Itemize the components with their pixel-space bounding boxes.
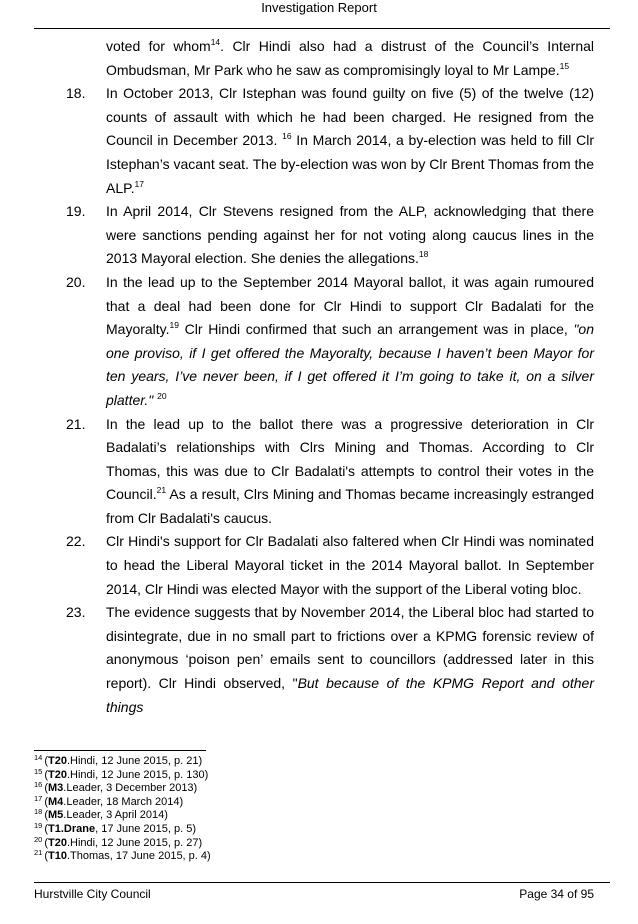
footnote-ref: 17 <box>134 178 145 189</box>
numbered-paragraph <box>66 271 594 413</box>
footnote: $^{17}$ (M4.Leader, 18 March 2014) <box>34 793 184 808</box>
numbered-paragraph <box>66 530 594 601</box>
paragraph-text: The evidence suggests that by November 2014, the Liberal bloc had started to disintegrate, due in no small part to frictions over a KPMG forensic review of anonymous ‘poison pen’ emails sent to councillors (addressed later in this report). Clr Hindi observed, " <box>106 604 594 692</box>
footnote: $^{20}$ (T20.Hindi, 12 June 2015, p. 27) <box>34 834 203 849</box>
footnote-number: 14 <box>34 753 43 762</box>
footnote-text: .Hindi, 12 June 2015, p. 27) <box>66 836 203 849</box>
footnote-number: 15 <box>34 766 43 776</box>
paragraph-text: In March 2014, a by-election was held to fill Clr Istephan’s vacant seat. The by-election was won by Clr Brent Thomas from the ALP. <box>106 132 595 196</box>
paragraph-number: 18. <box>66 85 86 102</box>
footnote-number: 17 <box>34 793 43 803</box>
footer-organisation: Hurstville City Council <box>34 887 151 901</box>
paragraph-number: 22. <box>66 533 86 550</box>
paragraph-text: In April 2014, Clr Stevens resigned from the ALP, acknowledging that there were sanctions pending against her for not voting along caucus lines in the 2013 Mayoral election. She denies the allegations. <box>106 203 594 267</box>
footnote-text: , 17 June 2015, p. 5) <box>95 822 197 835</box>
footnote-number: 18 <box>34 807 43 817</box>
paragraph-text: Clr Hindi confirmed that such an arrangement was in place, <box>179 321 574 338</box>
numbered-paragraph <box>66 200 594 271</box>
page-header <box>0 0 638 16</box>
paragraph-number: 21. <box>66 415 86 432</box>
numbered-paragraph <box>66 601 594 719</box>
header-rule <box>34 28 610 29</box>
paragraph-text: As a result, Clrs Mining and Thomas became increasingly estranged from Clr Badalati's caucus. <box>106 486 594 526</box>
paragraph-text: In October 2013, Clr Istephan was found guilty on five (5) of the twelve (12) counts of assault with which he had been charged. He resigned from the Council in December 2013. <box>106 85 594 149</box>
paragraph-number: 20. <box>66 273 86 290</box>
footnote-text: .Hindi, 12 June 2015, p. 130) <box>66 768 209 781</box>
footnote-ref: 16 <box>282 131 292 142</box>
numbered-paragraph <box>66 82 594 200</box>
page-number: Page 34 of 95 <box>519 887 594 901</box>
footnote-ref: 14 <box>210 37 221 47</box>
footnote-number: 20 <box>34 834 43 844</box>
paragraph-text: In the lead up to the September 2014 Mayoral ballot, it was again rumoured that a deal had been done for Clr Hindi to support Clr Badalati for the Mayoralty. <box>106 273 594 338</box>
paragraph-text: In the lead up to the ballot there was a progressive deterioration in Clr Badalati’s relationships with Clrs Mining and Thomas. According to Clr Thomas, this was due to Clr Badalati's attempts to control their votes in the Council. <box>106 415 594 503</box>
paragraph-text: . Clr Hindi also had a distrust of the Council’s Internal Ombudsman, Mr Park who he saw as compromisingly loyal to Mr Lampe. <box>106 38 594 78</box>
footnote-number: 21 <box>34 848 43 858</box>
transcript-ref: T20 <box>48 836 67 849</box>
footnote: $^{15}$ (T20.Hindi, 12 June 2015, p. 130) <box>34 766 209 781</box>
transcript-ref: T20 <box>48 768 67 781</box>
quote-text: But because of the KPMG Report and other things <box>106 675 595 715</box>
footnote: $^{18}$ (M5.Leader, 3 April 2014) <box>34 807 168 822</box>
paragraph-text: Clr Hindi's support for Clr Badalati also faltered when Clr Hindi was nominated to head the Liberal Mayoral ticket in the 2014 Mayoral ballot. In September 2014, Clr Hindi was elected Mayor with the support of the Liberal voting bloc. <box>106 533 594 597</box>
numbered-paragraph <box>66 35 594 82</box>
footnote-text: .Leader, 3 April 2014) <box>63 809 168 822</box>
footnote: $^{21}$ (T10.Thomas, 17 June 2015, p. 4) <box>34 848 211 863</box>
footnote-number: 16 <box>34 780 43 790</box>
paragraph-text: voted for whom <box>106 38 211 54</box>
footnotes <box>34 755 594 864</box>
footnote: $^{19}$ (T1.Drane, 17 June 2015, p. 5) <box>34 820 197 835</box>
numbered-paragraph <box>66 413 594 531</box>
transcript-ref: M5 <box>48 809 64 822</box>
transcript-ref: T1.Drane <box>48 822 96 835</box>
footnote-ref: 18 <box>418 249 429 260</box>
report-title: Investigation Report <box>261 0 377 15</box>
footnote-text: .Hindi, 12 June 2015, p. 21) <box>66 755 203 767</box>
paragraph-number: 19. <box>66 203 86 220</box>
footnote: $^{16}$ (M3.Leader, 3 December 2013) <box>34 780 198 795</box>
footnote-ref: 19 <box>169 320 180 331</box>
footnote-ref: 15 <box>559 60 570 71</box>
transcript-ref: T10 <box>48 850 67 863</box>
footnote-number: 19 <box>34 820 43 830</box>
footnote-rule <box>34 750 206 751</box>
footnote-text: .Leader, 18 March 2014) <box>63 795 184 808</box>
footnote-ref: 20 <box>157 390 167 401</box>
footnote-text: .Leader, 3 December 2013) <box>63 782 198 795</box>
quote-text: "on one proviso, if I get offered the Mayoralty, because I haven’t been Mayor for ten years, I’ve never been, if I get offered it I’m going to take it, on a silver platter." <box>106 321 594 408</box>
transcript-ref: M4 <box>48 795 64 808</box>
footer-rule <box>34 882 610 883</box>
transcript-ref: T20 <box>48 755 67 767</box>
footnote: $^{14}$ (T20.Hindi, 12 June 2015, p. 21) <box>34 753 203 767</box>
footnote-ref: 21 <box>156 485 167 496</box>
report-body <box>66 35 594 719</box>
footnote-text: .Thomas, 17 June 2015, p. 4) <box>66 850 211 863</box>
transcript-ref: M3 <box>48 782 64 795</box>
paragraph-number: 23. <box>66 604 86 621</box>
